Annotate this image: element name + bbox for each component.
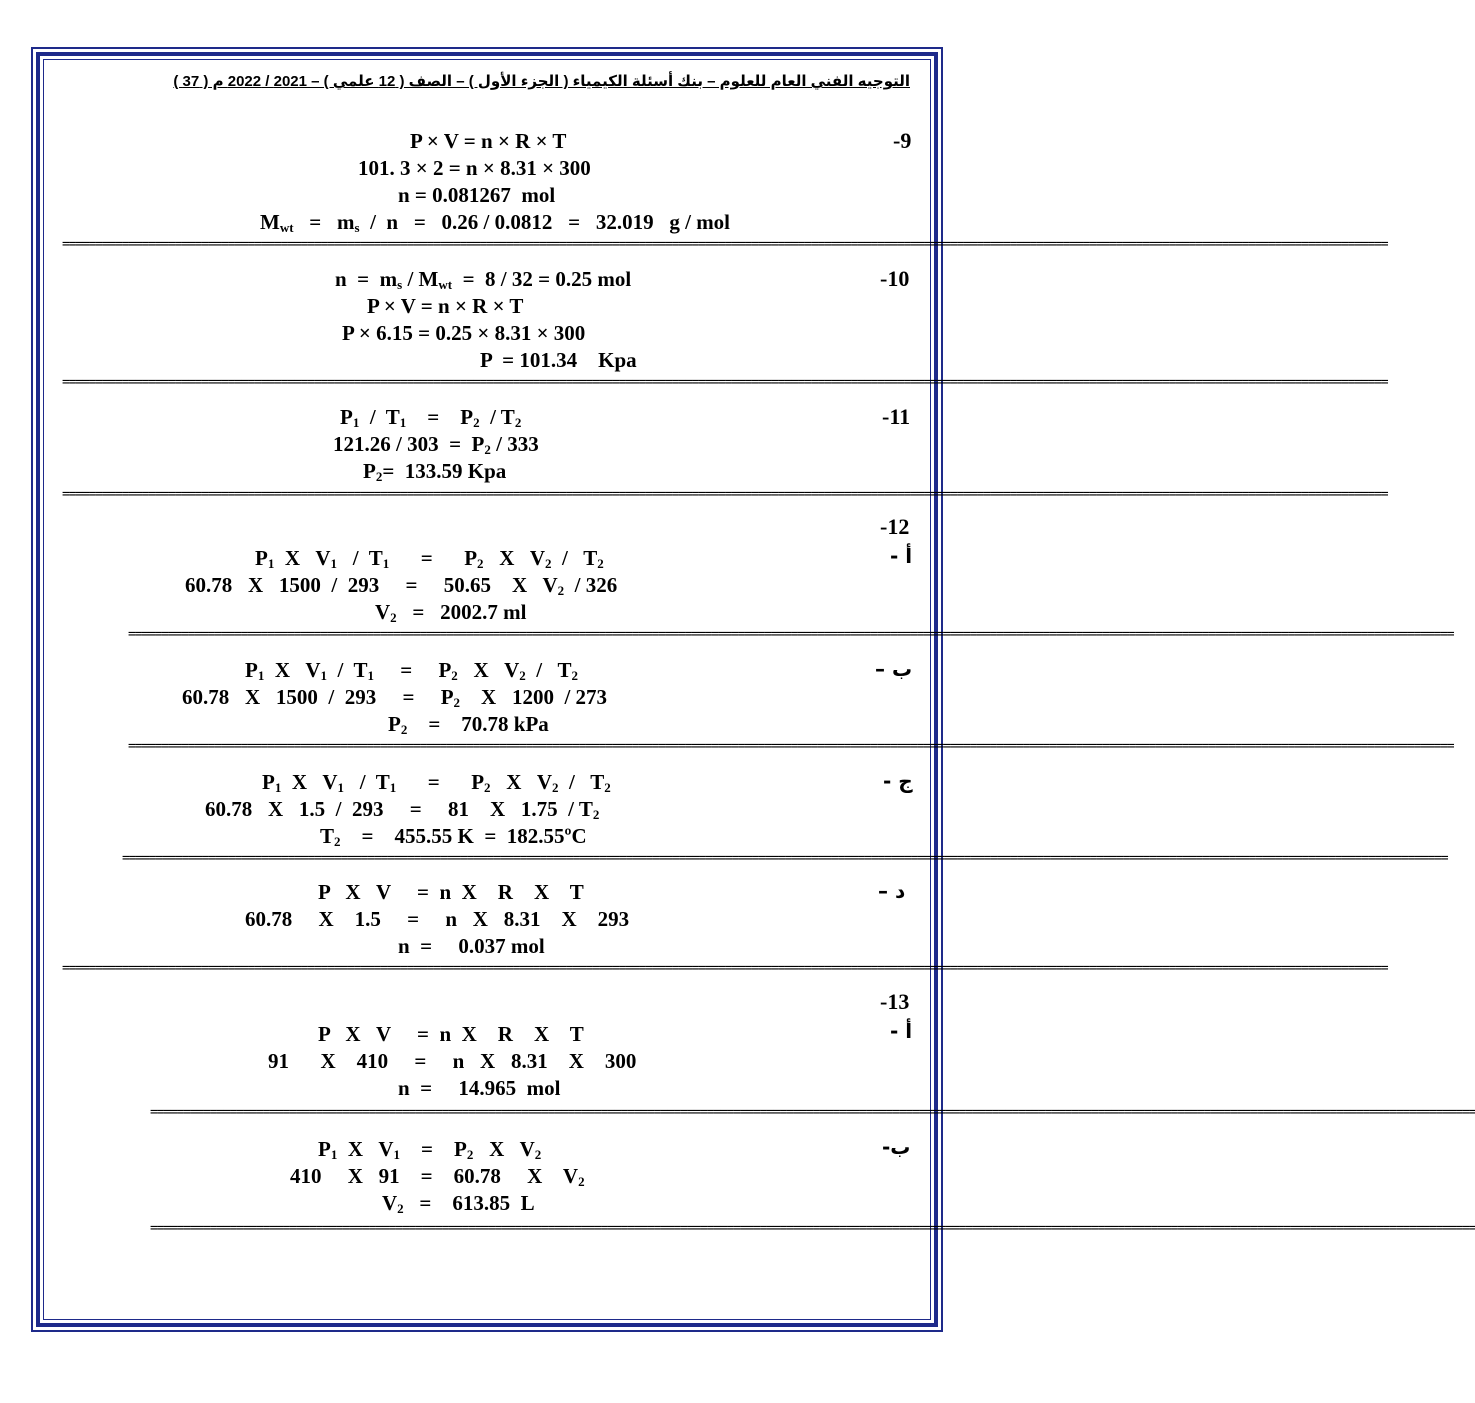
q13-part-b-label: ب- [882, 1135, 911, 1159]
q12c-line-1: $P_1$ X $V_1 / T_1$ = $P_2$ X $V_2 / T_2$ [262, 770, 611, 795]
q11-line-2: $121.26 / 303 = P_2 / 333$ [333, 432, 539, 457]
separator: ======================================================================================================================================================================================================== [128, 739, 1454, 754]
q12a-line-1: $P_1$ X $V_1 / T_1$ = $P_2$ X $V_2 / T_2$ [255, 546, 604, 571]
q12b-line-2: 60.78 X 1500 / 293 = $P_2$ X 1200 / 273 [182, 685, 608, 710]
question-number-10: -10 [880, 266, 910, 291]
separator: ======================================================================================================================================================================================================== [62, 961, 1388, 976]
q12c-line-3: $T_2$ = 455.55 K = 182.55ºC [320, 824, 587, 849]
separator: ======================================================================================================================================================================================================== [62, 487, 1388, 502]
q10-line-1: $n = m_s / M_{wt} = 8 / 32 = 0.25$ mol [335, 267, 632, 292]
q9-line-2: 101. 3 × 2 = n × 8.31 × 300 [358, 156, 591, 180]
q12-part-b-label: ب – [875, 657, 913, 681]
q13a-line-3: n = 14.965 mol [398, 1076, 561, 1100]
q12b-line-3: $P_2$ = 70.78 kPa [388, 712, 549, 737]
q12c-line-2: 60.78 X 1.5 / 293 = 81 X $1.75 / T_2$ [205, 797, 600, 822]
q12a-line-2: 60.78 X 1500 / 293 = 50.65 X $V_2 / 326$ [185, 573, 618, 598]
q9-line-1: P × V = n × R × T [410, 129, 567, 153]
q13b-line-2: 410 X 91 = 60.78 X $V_2$ [290, 1164, 585, 1189]
q11-line-3: $P_2= 133.59$ Kpa [363, 459, 507, 484]
question-number-13: -13 [880, 989, 910, 1014]
q11-line-1: $P_1 / T_1$ = $P_2 / T_2$ [340, 405, 522, 430]
q10-line-4: P = 101.34 Kpa [480, 348, 637, 372]
q12a-line-3: $V_2 = 2002.7$ ml [375, 600, 527, 625]
q12d-line-1: P X V = n X R X T [318, 880, 584, 904]
q13a-line-1: P X V = n X R X T [318, 1022, 584, 1046]
page-header: التوجيه الفني العام للعلوم – بنك أسئلة الكيمياء ( الجزء الأول ) – الصف ( 12 علمي ) – 2021 / 2022 م ( 37 ) [173, 73, 910, 90]
q13-part-a-label: أ - [890, 1019, 913, 1043]
q12d-line-2: 60.78 X 1.5 = n X 8.31 X 293 [245, 907, 630, 931]
separator: ======================================================================================================================================================================================================== [128, 627, 1454, 642]
q13b-line-3: $V_2$ = 613.85 L [382, 1191, 535, 1216]
separator: ======================================================================================================================================================================================================== [62, 375, 1388, 390]
separator: ======================================================================================================================================================================================================== [150, 1105, 1475, 1120]
q9-line-4: $M_{wt} = m_s / n = 0.26 / 0.0812 = 32.019$ g / mol [260, 210, 731, 235]
separator: ======================================================================================================================================================================================================== [150, 1221, 1475, 1236]
q12-part-c-label: ج - [883, 769, 913, 793]
separator: ======================================================================================================================================================================================================== [62, 237, 1388, 252]
q13b-line-1: $P_1$ X $V_1$ = $P_2$ X $V_2$ [318, 1137, 542, 1162]
question-number-12: -12 [880, 514, 910, 539]
q10-line-3: P × 6.15 = 0.25 × 8.31 × 300 [342, 321, 586, 345]
q10-line-2: P × V = n × R × T [367, 294, 524, 318]
separator: ======================================================================================================================================================================================================== [122, 851, 1448, 866]
q12-part-a-label: أ - [890, 544, 913, 568]
question-number-11: -11 [882, 404, 911, 429]
q12b-line-1: $P_1$ X $V_1 / T_1$ = $P_2$ X $V_2 / T_2$ [245, 658, 578, 683]
q12d-line-3: n = 0.037 mol [398, 934, 545, 958]
q9-line-3: n = 0.081267 mol [398, 183, 556, 207]
q13a-line-2: 91 X 410 = n X 8.31 X 300 [268, 1049, 637, 1073]
q12-part-d-label: د – [878, 879, 906, 903]
question-number-9: -9 [893, 128, 912, 153]
